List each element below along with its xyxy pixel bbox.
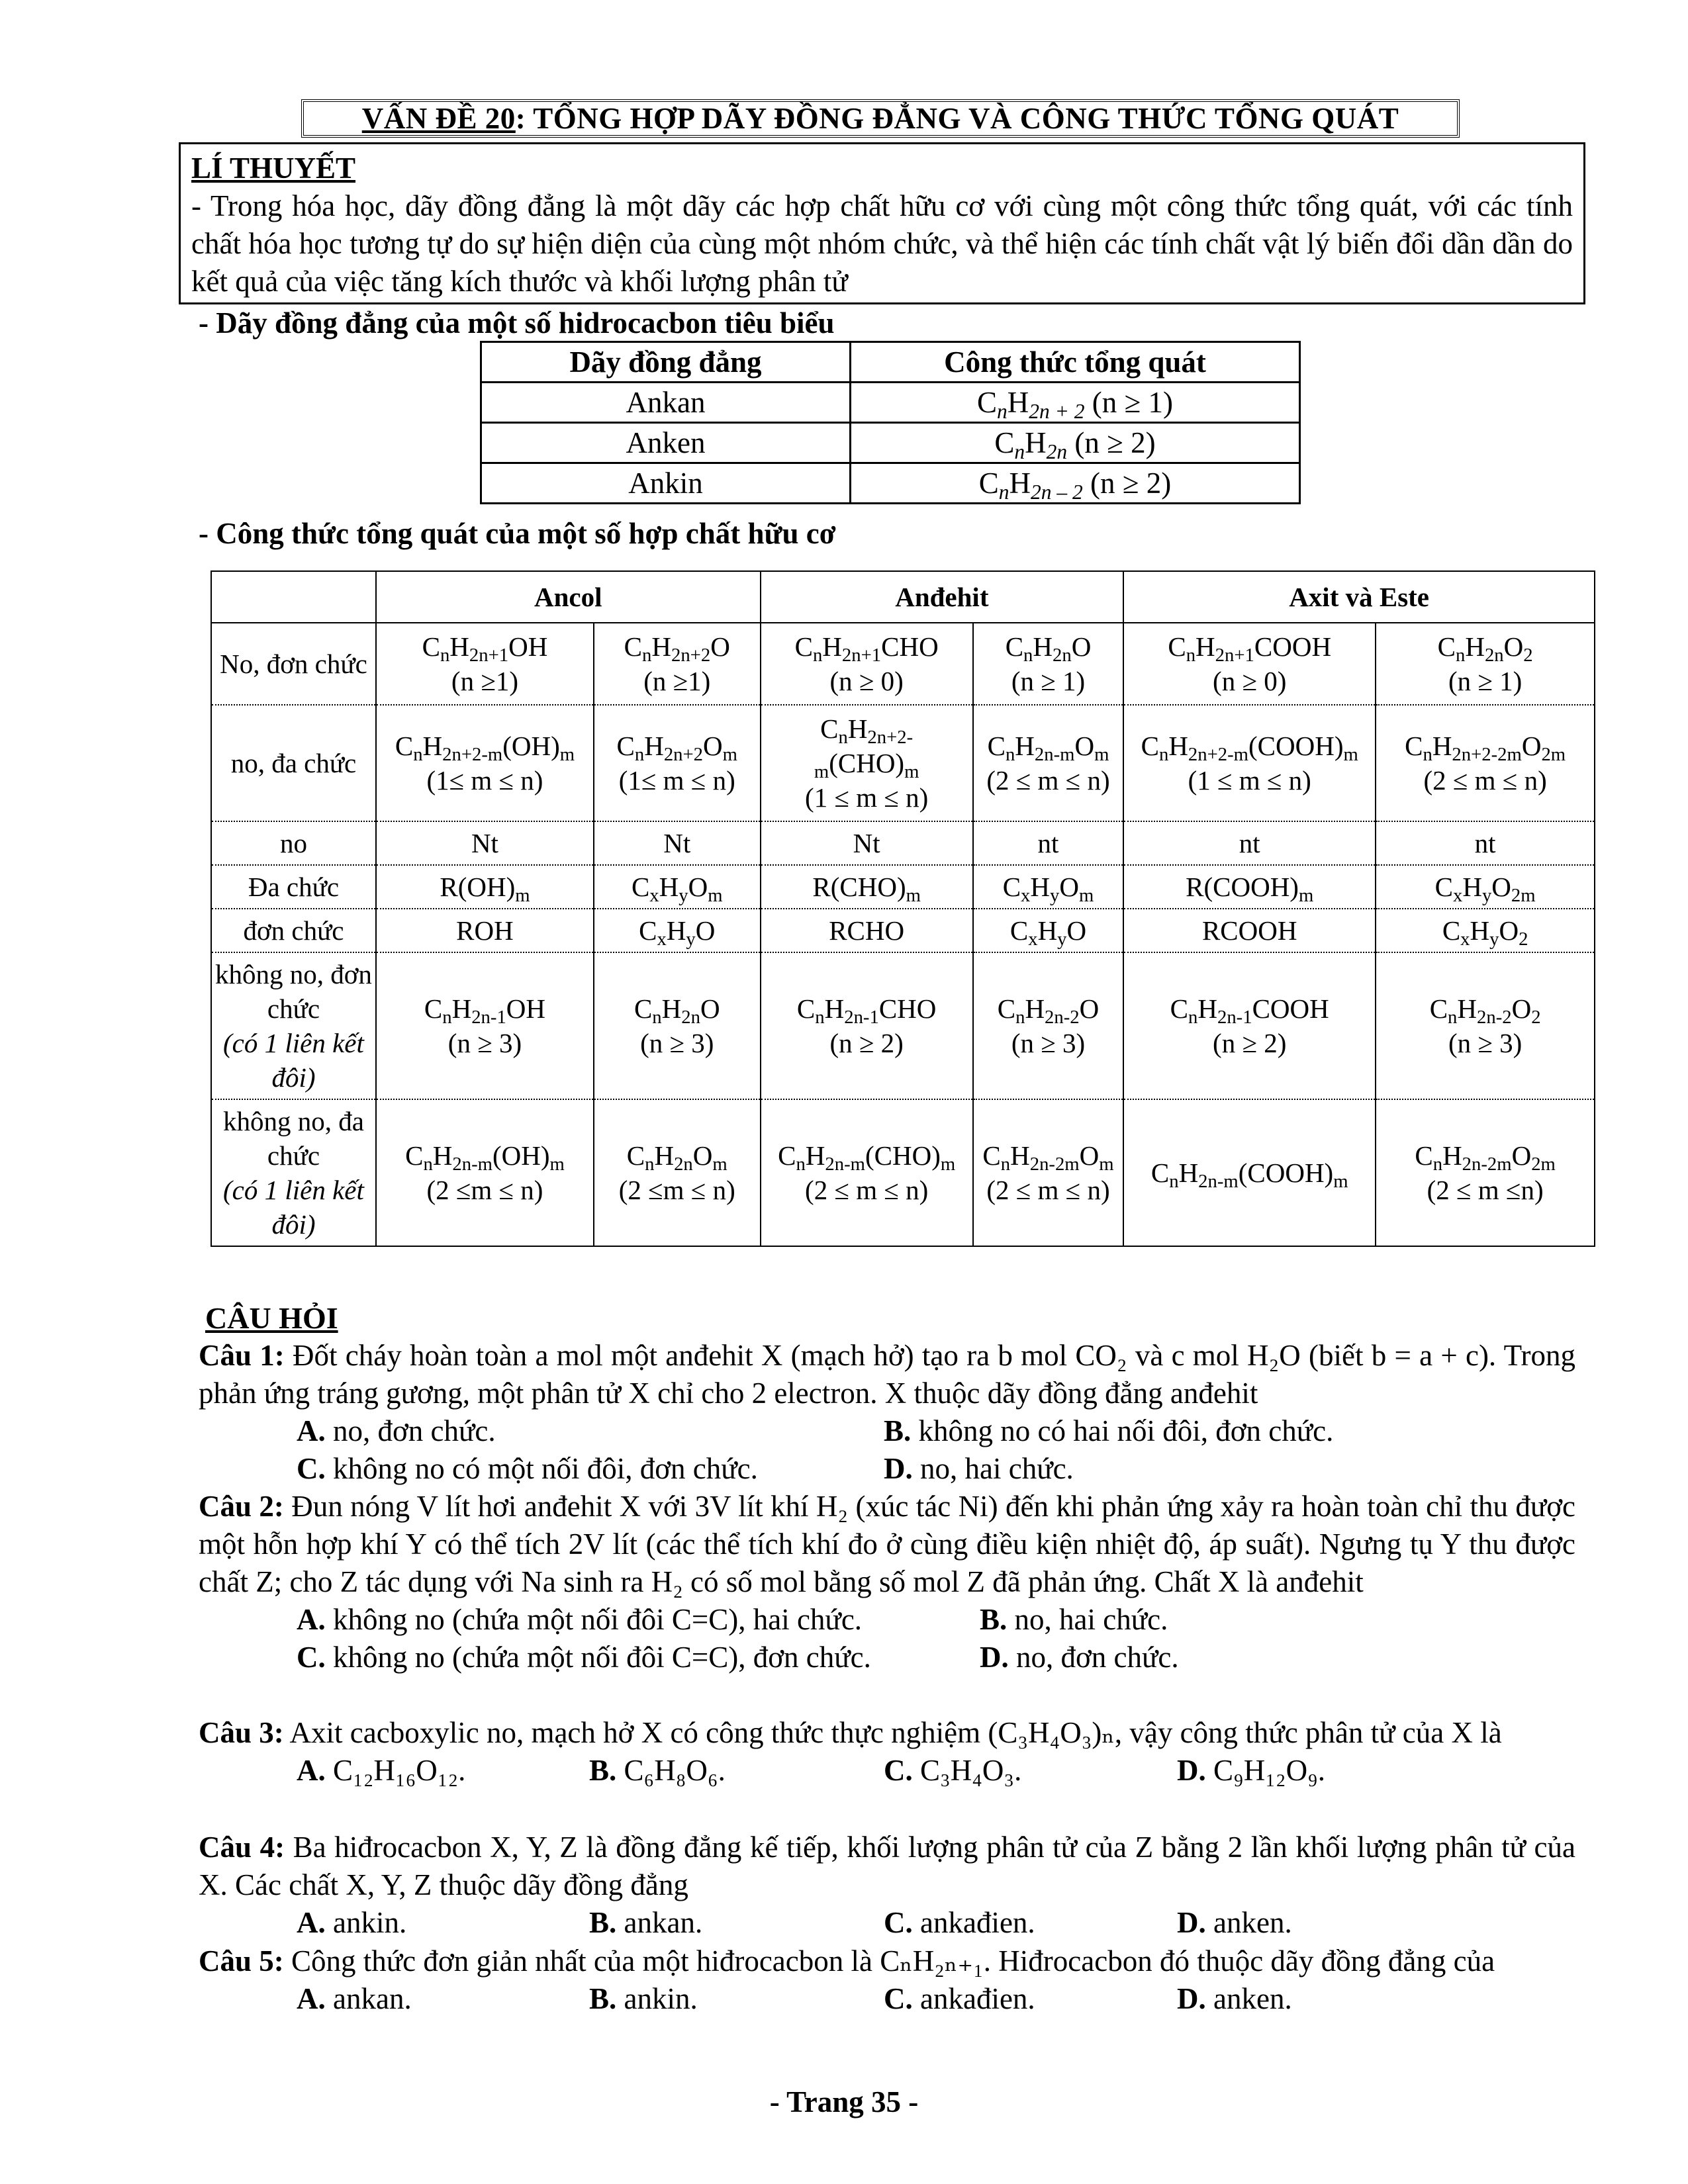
title-rest: : TỔNG HỢP DÃY ĐỒNG ĐẲNG VÀ CÔNG THỨC TỔNG QUÁT	[515, 102, 1399, 135]
table1-formula: $C_nH_{2n}$ (n ≥ 2)	[851, 423, 1300, 463]
formula-cell: RCHO	[761, 909, 973, 952]
formula-cell: $C_nH_{2n-2}O$ (n ≥ 3)	[973, 952, 1123, 1099]
table1-formula: $C_nH_{2n - 2}$ (n ≥ 2)	[851, 463, 1300, 504]
formula-cell: $C_nH_{2n+2-2m}O_{2m}$ (2 ≤ m ≤ n)	[1376, 705, 1595, 821]
option: D. C₉H₁₂O₉.	[1177, 1754, 1326, 1787]
option: B. no, hai chức.	[980, 1603, 1168, 1636]
option: D. anken.	[1177, 1906, 1292, 1939]
formula-cell: $C_nH_{2n+2}O$ (n ≥1)	[594, 623, 761, 705]
formula-cell: $C_nH_{2n}O$ (n ≥ 3)	[594, 952, 761, 1099]
table-row	[211, 1099, 1595, 1246]
row-label: không no, đơn chức (có 1 liên kết đôi)	[211, 952, 376, 1099]
option: D. no, đơn chức.	[980, 1641, 1179, 1674]
option: C. không no (chứa một nối đôi C=C), đơn chức.	[297, 1641, 871, 1674]
option: C. không no có một nối đôi, đơn chức.	[297, 1452, 758, 1485]
option: D. anken.	[1177, 1982, 1292, 2015]
table-row	[211, 705, 1595, 821]
formula-cell: $C_xH_yO_{2m}$	[1376, 865, 1595, 909]
table-row	[211, 952, 1595, 1099]
formula-cell: $C_nH_{2n-1}OH$ (n ≥ 3)	[376, 952, 594, 1099]
table-row	[211, 865, 1595, 909]
row-label: no	[211, 821, 376, 865]
question-text: Ba hiđrocacbon X, Y, Z là đồng đẳng kế tiếp, khối lượng phân tử của Z bằng 2 lần khối lượng phân tử của X. Các chất X, Y, Z thuộc dãy đồng đẳng	[199, 1831, 1576, 1901]
formula-cell: $C_nH_{2n-2m}O_m$ (2 ≤ m ≤ n)	[973, 1099, 1123, 1246]
section-organic-label: - Công thức tổng quát của một số hợp chất hữu cơ	[199, 517, 836, 550]
option: D. no, hai chức.	[884, 1452, 1074, 1485]
title-prefix: VẤN ĐỀ 20	[361, 102, 516, 135]
formula-cell: $C_nH_{2n}O$ (n ≥ 1)	[973, 623, 1123, 705]
table1-header: Dãy đồng đẳng	[481, 342, 851, 383]
table2-corner	[211, 571, 376, 623]
formula-cell: Nt	[761, 821, 973, 865]
formula-cell: nt	[1123, 821, 1376, 865]
table-row	[481, 423, 1300, 463]
table-row	[211, 821, 1595, 865]
row-label: Đa chức	[211, 865, 376, 909]
option: A. no, đơn chức.	[297, 1414, 496, 1447]
table2-header-axit-este: Axit và Este	[1123, 571, 1595, 623]
question-1	[199, 1337, 1575, 1488]
option: A. ankan.	[297, 1982, 412, 2015]
option: B. C₆H₈O₆.	[589, 1754, 726, 1787]
theory-heading: LÍ THUYẾT	[191, 152, 356, 185]
formula-cell: $C_xH_yO_2$	[1376, 909, 1595, 952]
table1-header: Công thức tổng quát	[851, 342, 1300, 383]
row-label: No, đơn chức	[211, 623, 376, 705]
formula-cell: $C_nH_{2n-m}O_m$ (2 ≤ m ≤ n)	[973, 705, 1123, 821]
question-text: Công thức đơn giản nhất của một hiđrocacbon là CₙH₂ₙ₊₁. Hiđrocacbon đó thuộc dãy đồng đẳng của	[291, 1944, 1495, 1978]
formula-cell: $C_nH_{2n+2-m}(COOH)_m$ (1 ≤ m ≤ n)	[1123, 705, 1376, 821]
organic-formula-table	[211, 570, 1595, 1247]
question-text: Đốt cháy hoàn toàn a mol một anđehit X (mạch hở) tạo ra b mol CO₂ và c mol H₂O (biết b = a + c). Trong phản ứng tráng gương, một phân tử X chỉ cho 2 electron. X thuộc dãy đồng đẳng anđehit	[199, 1339, 1576, 1410]
row-label: đơn chức	[211, 909, 376, 952]
table1-name: Ankin	[481, 463, 851, 504]
formula-cell: $C_nH_{2n+2- m}(CHO)_m$ (1 ≤ m ≤ n)	[761, 705, 973, 821]
option: A. không no (chứa một nối đôi C=C), hai chức.	[297, 1603, 863, 1636]
table1-name: Anken	[481, 423, 851, 463]
formula-cell: $C_nH_{2n-1}CHO$ (n ≥ 2)	[761, 952, 973, 1099]
formula-cell: $C_nH_{2n}O_m$ (2 ≤m ≤ n)	[594, 1099, 761, 1246]
table2-header-andehit: Anđehit	[761, 571, 1124, 623]
hydrocarbon-table	[480, 341, 1301, 504]
formula-cell: $C_nH_{2n+2}O_m$ (1≤ m ≤ n)	[594, 705, 761, 821]
theory-text: - Trong hóa học, dãy đồng đẳng là một dãy các hợp chất hữu cơ với cùng một công thức tổng quát, với các tính chất hóa học tương tự do sự hiện diện của cùng một nhóm chức, và thể hiện các tính chất vật lý biến đổi dần dần do kết quả của việc tăng kích thước và khối lượng phân tử	[191, 189, 1573, 298]
formula-cell: $C_nH_{2n+1}OH$ (n ≥1)	[376, 623, 594, 705]
formula-cell: $C_xH_yO$	[973, 909, 1123, 952]
option: B. ankan.	[589, 1906, 703, 1939]
question-4	[199, 1829, 1575, 1942]
option: B. không no có hai nối đôi, đơn chức.	[884, 1414, 1334, 1447]
page-footer: - Trang 35 -	[769, 2085, 919, 2118]
row-label: no, đa chức	[211, 705, 376, 821]
table1-formula: $C_nH_{2n + 2}$ (n ≥ 1)	[851, 383, 1300, 423]
formula-cell: $C_nH_{2n+2-m}(OH)_m$ (1≤ m ≤ n)	[376, 705, 594, 821]
question-label: Câu 5:	[199, 1944, 284, 1978]
table-row	[211, 909, 1595, 952]
formula-cell: $C_nH_{2n-2}O_2$ (n ≥ 3)	[1376, 952, 1595, 1099]
table1-name: Ankan	[481, 383, 851, 423]
table-row	[211, 623, 1595, 705]
question-label: Câu 3:	[199, 1716, 284, 1749]
formula-cell: $C_nH_{2n-m}(COOH)_m$	[1123, 1099, 1376, 1246]
formula-cell: nt	[973, 821, 1123, 865]
option: B. ankin.	[589, 1982, 698, 2015]
question-2	[199, 1488, 1575, 1676]
question-label: Câu 2:	[199, 1490, 284, 1523]
questions-heading: CÂU HỎI	[205, 1301, 338, 1335]
table-row	[481, 383, 1300, 423]
option: C. ankađien.	[884, 1906, 1035, 1939]
formula-cell: Nt	[594, 821, 761, 865]
option: A. C₁₂H₁₆O₁₂.	[297, 1754, 466, 1787]
formula-cell: $C_nH_{2n-1}COOH$ (n ≥ 2)	[1123, 952, 1376, 1099]
formula-cell: $C_nH_{2n+1}COOH$ (n ≥ 0)	[1123, 623, 1376, 705]
question-label: Câu 4:	[199, 1831, 285, 1864]
question-text: Axit cacboxylic no, mạch hở X có công thức thực nghiệm (C₃H₄O₃)ₙ, vậy công thức phân tử của X là	[289, 1716, 1502, 1749]
formula-cell: $C_nH_{2n+1}CHO$ (n ≥ 0)	[761, 623, 973, 705]
formula-cell: $C_nH_{2n}O_2$ (n ≥ 1)	[1376, 623, 1595, 705]
formula-cell: RCOOH	[1123, 909, 1376, 952]
table2-header-ancol: Ancol	[376, 571, 761, 623]
row-label: không no, đa chức (có 1 liên kết đôi)	[211, 1099, 376, 1246]
question-5	[199, 1942, 1575, 2018]
option: A. ankin.	[297, 1906, 407, 1939]
question-3	[199, 1714, 1575, 1790]
formula-cell: $C_xH_yO$	[594, 909, 761, 952]
page-title	[301, 99, 1460, 138]
formula-cell: Nt	[376, 821, 594, 865]
formula-cell: $C_nH_{2n-m}(OH)_m$ (2 ≤m ≤ n)	[376, 1099, 594, 1246]
formula-cell: $C_nH_{2n-2m}O_{2m}$ (2 ≤ m ≤n)	[1376, 1099, 1595, 1246]
question-label: Câu 1:	[199, 1339, 285, 1372]
table-row	[481, 463, 1300, 504]
option: C. ankađien.	[884, 1982, 1035, 2015]
question-text: Đun nóng V lít hơi anđehit X với 3V lít khí H₂ (xúc tác Ni) đến khi phản ứng xảy ra hoàn toàn chỉ thu được một hỗn hợp khí Y có thể tích 2V lít (các thể tích khí đo ở cùng điều kiện nhiệt độ, áp suất). Ngưng tụ Y thu được chất Z; cho Z tác dụng với Na sinh ra H₂ có số mol bằng số mol Z đã phản ứng. Chất X là anđehit	[199, 1490, 1576, 1598]
formula-cell: ROH	[376, 909, 594, 952]
formula-cell: $C_nH_{2n-m}(CHO)_m$ (2 ≤ m ≤ n)	[761, 1099, 973, 1246]
formula-cell: nt	[1376, 821, 1595, 865]
option: C. C₃H₄O₃.	[884, 1754, 1022, 1787]
formula-cell: $C_xH_yO_m$	[973, 865, 1123, 909]
formula-cell: $C_xH_yO_m$	[594, 865, 761, 909]
theory-box	[179, 142, 1585, 304]
formula-cell: $R(COOH)_m$	[1123, 865, 1376, 909]
formula-cell: $R(CHO)_m$	[761, 865, 973, 909]
section-hydrocarbon-label: - Dãy đồng đẳng của một số hidrocacbon tiêu biểu	[199, 306, 835, 340]
formula-cell: $R(OH)_m$	[376, 865, 594, 909]
